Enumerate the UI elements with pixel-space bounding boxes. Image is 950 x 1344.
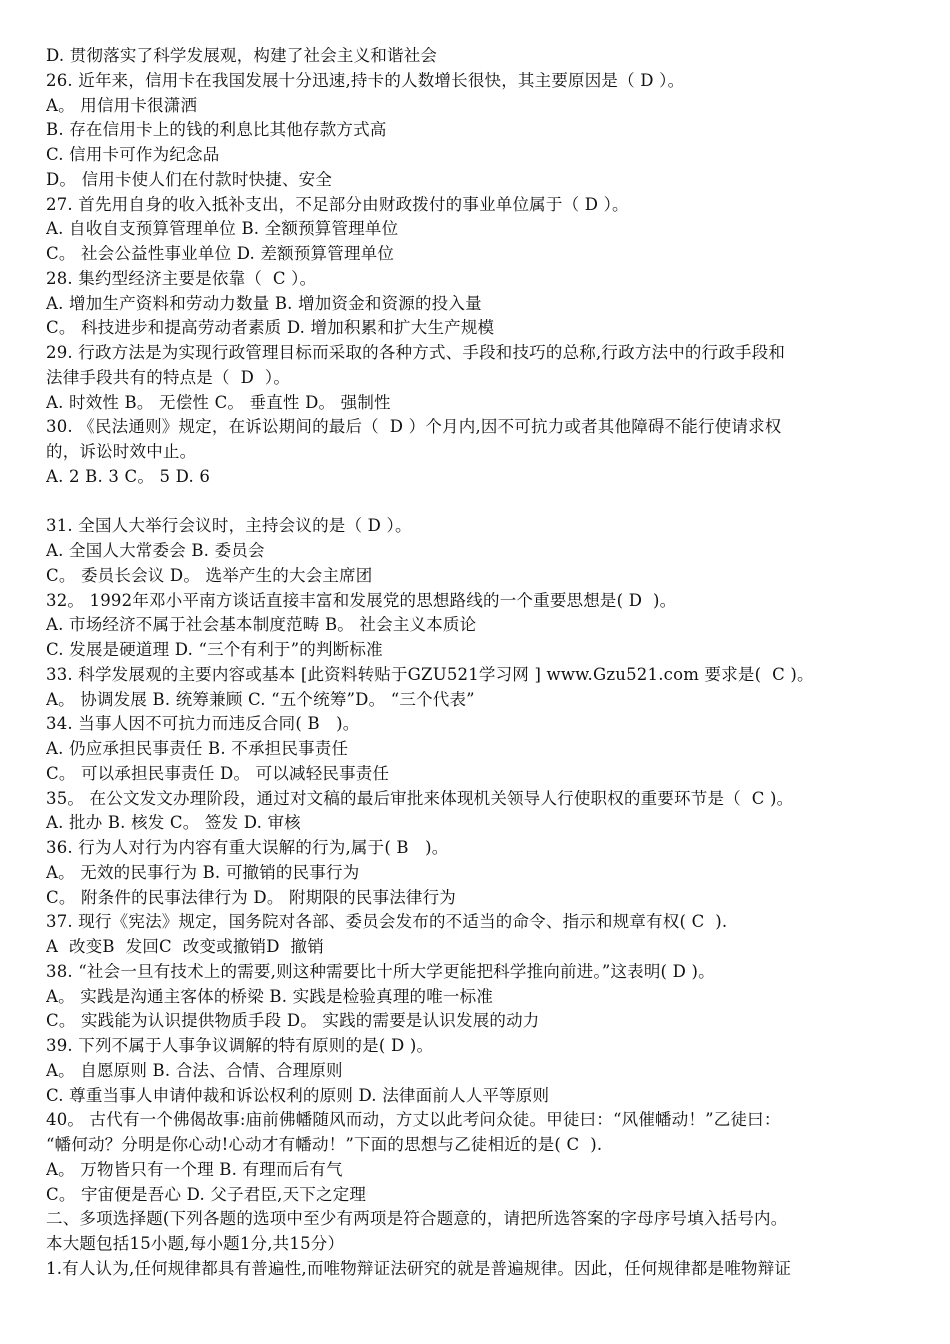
text-line: C. 信用卡可作为纪念品 (46, 145, 220, 164)
text-line: A。 无效的民事行为 B. 可撤销的民事行为 (46, 862, 360, 882)
text-line: A. 市场经济不属于社会基本制度范畴 B。 社会主义本质论 (46, 615, 477, 635)
text-line: C。 委员长会议 D。 选举产生的大会主席团 (46, 565, 373, 585)
text-line: 26. 近年来，信用卡在我国发展十分迅速,持卡的人数增长很快，其主要原因是（ D ）。 (46, 70, 685, 90)
text-line: 40。 古代有一个佛偈故事:庙前佛幡随风而动，方丈以此考问众徒。甲徒曰：“风催幡动！”乙徒曰： (46, 1110, 781, 1130)
text-line: A。 自愿原则 B. 合法、合情、合理原则 (46, 1060, 343, 1080)
text-line: 1.有人认为,任何规律都具有普遍性,而唯物辩证法研究的就是普遍规律。因此，任何规律都是唯物辩证 (46, 1258, 792, 1278)
text-line: 39. 下列不属于人事争议调解的特有原则的是( D )。 (46, 1036, 434, 1055)
text-line: 35。 在公文发文办理阶段，通过对文稿的最后审批来体现机关领导人行使职权的重要环节是（ C )。 (46, 788, 794, 808)
text-line: C. 尊重当事人申请仲裁和诉讼权利的原则 D. 法律面前人人平等原则 (46, 1085, 550, 1105)
text-line: A. 自收自支预算管理单位 B. 全额预算管理单位 (46, 219, 399, 239)
text-line: 31. 全国人大举行会议时，主持会议的是（ D ）。 (46, 516, 412, 536)
text-line: B. 存在信用卡上的钱的利息比其他存款方式高 (46, 120, 387, 140)
text-line: C。 附条件的民事法律行为 D。 附期限的民事法律行为 (46, 887, 456, 907)
text-line: 二、多项选择题(下列各题的选项中至少有两项是符合题意的，请把所选答案的字母序号填入括号内。 (46, 1209, 788, 1229)
text-line: D. 贯彻落实了科学发展观，构建了社会主义和谐社会 (46, 46, 438, 65)
text-line: A。 万物皆只有一个理 B. 有理而后有气 (46, 1159, 343, 1179)
text-line: 30. 《民法通则》规定，在诉讼期间的最后（ D ）个月内,因不可抗力或者其他障碍不能行使请求权 (46, 417, 782, 437)
text-line: C。 实践能为认识提供物质手段 D。 实践的需要是认识发展的动力 (46, 1011, 540, 1031)
text-line: C. 发展是硬道理 D. “三个有利于”的判断标准 (46, 640, 383, 659)
text-line: 38. “社会一旦有技术上的需要,则这种需要比十所大学更能把科学推向前进。”这表明( D )。 (46, 961, 715, 981)
text-line: D。 信用卡使人们在付款时快捷、安全 (46, 169, 333, 189)
text-line: C。 科技进步和提高劳动者素质 D. 增加积累和扩大生产规模 (46, 318, 495, 338)
text-line: 33. 科学发展观的主要内容或基本 [此资料转贴于GZU521学习网 ] www.Gzu521.com 要求是( C )。 (46, 664, 814, 684)
text-line: A。 用信用卡很潇洒 (46, 95, 198, 115)
text-line: A. 全国人大常委会 B. 委员会 (46, 541, 265, 560)
text-line: 36. 行为人对行为内容有重大误解的行为,属于( B )。 (46, 838, 449, 857)
text-line: A。 实践是沟通主客体的桥梁 B. 实践是检验真理的唯一标准 (46, 986, 494, 1006)
text-line: C。 可以承担民事责任 D。 可以减轻民事责任 (46, 763, 390, 783)
text-line: C。 宇宙便是吾心 D. 父子君臣,天下之定理 (46, 1184, 367, 1204)
document-page (46, 44, 916, 1282)
text-line: A. 批办 B. 核发 C。 签发 D. 审核 (46, 813, 301, 833)
text-line: A. 时效性 B。 无偿性 C。 垂直性 D。 强制性 (46, 392, 391, 412)
text-line: “幡何动？分明是你心动!心动才有幡动！”下面的思想与乙徒相近的是( C ). (46, 1135, 603, 1154)
text-line: 34. 当事人因不可抗力而违反合同( B )。 (46, 714, 360, 734)
text-line: A. 2 B. 3 C。 5 D. 6 (46, 466, 211, 486)
text-line: 本大题包括15小题,每小题1分,共15分） (46, 1234, 345, 1253)
text-line: A 改变B 发回C 改变或撤销D 撤销 (46, 937, 324, 956)
text-line: A. 增加生产资料和劳动力数量 B. 增加资金和资源的投入量 (46, 293, 482, 313)
text-line: A. 仍应承担民事责任 B. 不承担民事责任 (46, 739, 349, 758)
text-line: 37. 现行《宪法》规定，国务院对各部、委员会发布的不适当的命令、指示和规章有权( C ). (46, 912, 728, 932)
text-line: 29. 行政方法是为实现行政管理目标而采取的各种方式、手段和技巧的总称,行政方法中的行政手段和 (46, 343, 786, 362)
blank-line (46, 490, 916, 515)
text-line: 的，诉讼时效中止。 (46, 442, 197, 461)
text-line: C。 社会公益性事业单位 D. 差额预算管理单位 (46, 244, 395, 263)
text-line: 28. 集约型经济主要是依靠（ C ）。 (46, 268, 317, 288)
text-line: A。 协调发展 B. 统筹兼顾 C. “五个统筹”D。 “三个代表” (46, 689, 475, 709)
text-line: 法律手段共有的特点是（ D ）。 (46, 367, 291, 387)
text-line: 32。 1992年邓小平南方谈话直接丰富和发展党的思想路线的一个重要思想是( D )。 (46, 590, 677, 610)
text-line: 27. 首先用自身的收入抵补支出，不足部分由财政拨付的事业单位属于（ D ）。 (46, 194, 629, 214)
